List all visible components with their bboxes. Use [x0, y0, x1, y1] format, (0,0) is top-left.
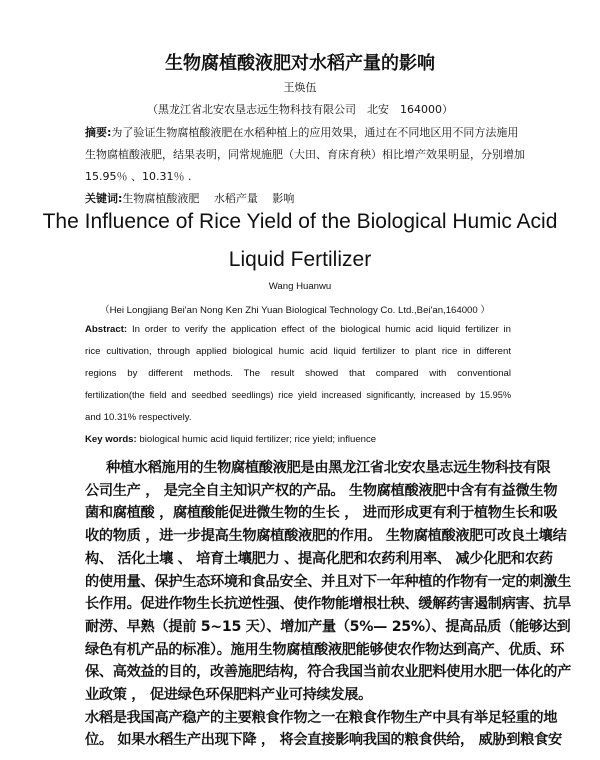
zh-abstract-label: 摘要:: [85, 126, 112, 139]
body-line: 位。 如果水稻生产出现下降 ， 将会直接影响我国的粮食供给， 威胁到粮食安: [85, 732, 562, 749]
body-line: 菌和腐植酸 ，腐植酸能促进微生物的生长 ， 进而形成更有利于植物生长和吸: [85, 505, 558, 522]
en-title-line: The Influence of Rice Yield of the Biological Humic Acid: [42, 210, 558, 233]
en-abstract-line: Abstract: In order to verify the application effect of the biological humic acid liquid fertilizer in: [85, 324, 511, 335]
body-line: 的使用量、保护生态环境和食品安全、并且对下一年种植的作物有一定的刺激生: [85, 573, 572, 590]
body-line: 保、高效益的目的，改善施肥结构，符合我国当前农业肥料使用水肥一体化的产: [85, 664, 572, 681]
en-abstract-line: and 10.31% respectively.: [85, 412, 192, 423]
body-line: 构、 活化土壤 、 培育土壤肥力 、提高化肥和农药利用率、 减少化肥和农药: [85, 550, 553, 567]
zh-title: 生物腐植酸液肥对水稻产量的影响: [165, 53, 435, 74]
body-line: 公司生产 ， 是完全自主知识产权的产品。 生物腐植酸液肥中含有有益微生物: [85, 482, 558, 499]
en-affiliation: （Hei Longjiang Bei'an Nong Ken Zhi Yuan Biological Technology Co. Ltd.,Bei'an,164000 ）: [100, 305, 490, 316]
en-abstract-line: rice cultivation, through applied biological humic acid liquid fertilizer to plant rice in different: [85, 346, 511, 357]
en-keywords: Key words: biological humic acid liquid fertilizer; rice yield; influence: [85, 434, 377, 445]
body-line: 收的物质 ，进一步提高生物腐植酸液肥的作用。 生物腐植酸液肥可改良土壤结: [85, 528, 567, 545]
zh-affiliation: （黑龙江省北安农垦志远生物科技有限公司 北安 164000）: [147, 103, 453, 116]
zh-abstract-line: 摘要:为了验证生物腐植酸液肥在水稻种植上的应用效果，通过在不同地区用不同方法施用: [85, 126, 519, 139]
body-line: 绿色有机产品的标准）。施用生物腐植酸液肥能够使农作物达到高产、优质、环: [85, 641, 564, 658]
zh-keywords: 关键词:生物腐植酸液肥 水稻产量 影响: [85, 192, 295, 205]
en-abstract-label: Abstract:: [85, 324, 128, 335]
body-line: 长作用。促进作物生长抗逆性强、使作物能增根壮秧、缓解药害遏制病害、抗旱: [85, 596, 572, 613]
en-keywords-label: Key words:: [85, 434, 137, 445]
body-line: 种植水稻施用的生物腐植酸液肥是由黑龙江省北安农垦志远生物科技有限: [106, 460, 551, 476]
zh-abstract-line: 生物腐植酸液肥，结果表明，同常规施肥（大田、育床育秧）相比增产效果明显，分别增加: [85, 148, 525, 161]
en-abstract-line: regions by different methods. The result showed that compared with conventional: [85, 368, 511, 379]
en-title-line: Liquid Fertilizer: [228, 248, 372, 271]
en-abstract-line: fertilization(the field and seedbed seedlings) rice yield increased significantly, increased by 15.95%: [85, 390, 511, 400]
body-line: 业政策 ， 促进绿色环保肥料产业可持续发展。: [85, 687, 373, 703]
zh-keywords-label: 关键词:: [85, 192, 123, 205]
body-line: 耐涝、早熟（提前 5~15 天）、增加产量（5%— 25%）、提高品质（能够达到: [85, 618, 571, 635]
en-author: Wang Huanwu: [268, 281, 332, 292]
body-line: 水稻是我国高产稳产的主要粮食作物之一在粮食作物生产中具有举足轻重的地: [85, 709, 558, 726]
zh-abstract-line: 15.95％ 、10.31％ .: [85, 170, 192, 183]
zh-author: 王焕伍: [283, 81, 317, 94]
